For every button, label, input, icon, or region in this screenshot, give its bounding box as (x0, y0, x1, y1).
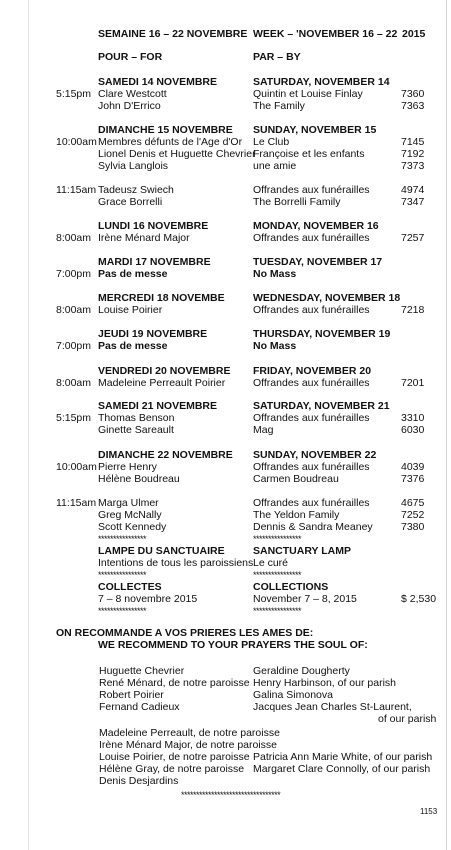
offered-by-en: Le Club (253, 136, 290, 148)
schedule-entry-row (0, 196, 451, 208)
schedule-day-row (0, 268, 451, 280)
deceased-name: Denis Desjardins (99, 775, 179, 787)
reference-number: 7252 (401, 509, 425, 521)
offered-by-en: Dennis & Sandra Meaney (253, 521, 373, 533)
reference-number: 4675 (401, 497, 425, 509)
intention-fr: **************** (98, 534, 147, 544)
intention-fr: Intentions de tous les paroissiens (98, 557, 254, 569)
intention-fr: DIMANCHE 22 NOVEMBRE (98, 449, 233, 461)
schedule-entry-row (0, 88, 451, 100)
reference-number: 7192 (401, 148, 425, 160)
reference-number: $ 2,530 (401, 593, 437, 605)
separator-stars-row (0, 605, 451, 617)
intention-fr: Sylvia Langlois (98, 160, 169, 172)
pour-for-label: POUR – FOR (98, 51, 163, 63)
offered-by-en: SATURDAY, NOVEMBER 21 (253, 400, 390, 412)
deceased-name: Huguette Chevrier (99, 665, 185, 677)
offered-by-en: Offrandes aux funérailles (253, 497, 370, 509)
intention-fr: Pierre Henry (98, 461, 157, 473)
offered-by-en: The Borrelli Family (253, 196, 341, 208)
intention-fr: **************** (98, 606, 147, 616)
page-number: 1153 (420, 807, 438, 816)
schedule-day-row (0, 220, 451, 232)
intention-fr: Thomas Benson (98, 412, 175, 424)
prayers-heading-fr: ON RECOMMANDE A VOS PRIERES LES AMES DE: (56, 627, 314, 639)
offered-by-en: SUNDAY, NOVEMBER 22 (253, 449, 377, 461)
offered-by-en: Offrandes aux funérailles (253, 461, 370, 473)
schedule-day-row (0, 545, 451, 557)
offered-by-en: TUESDAY, NOVEMBER 17 (253, 256, 383, 268)
intention-fr: **************** (98, 570, 147, 580)
schedule-entry-row (0, 160, 451, 172)
offered-by-en: SUNDAY, NOVEMBER 15 (253, 124, 377, 136)
offered-by-en: The Family (253, 100, 305, 112)
schedule-day-row (0, 449, 451, 461)
offered-by-en: Offrandes aux funérailles (253, 304, 370, 316)
intention-fr: Lionel Denis et Huguette Chevrier (98, 148, 256, 160)
offered-by-en: une amie (253, 160, 297, 172)
intention-fr: Clare Westcott (98, 88, 167, 100)
closing-stars: ********************************* (181, 790, 281, 800)
reference-number: 6030 (401, 424, 425, 436)
separator-stars-row (0, 533, 451, 545)
intention-fr: Grace Borrelli (98, 196, 163, 208)
reference-number: 7380 (401, 521, 425, 533)
mass-time: 7:00pm (56, 340, 92, 352)
reference-number: 4974 (401, 184, 425, 196)
schedule-entry-row (0, 232, 451, 244)
par-by-label: PAR – BY (253, 51, 301, 63)
reference-number: 7373 (401, 160, 425, 172)
week-header-row (0, 28, 451, 40)
deceased-name: Louise Poirier, de notre paroisse (99, 751, 250, 763)
intention-fr: Louise Poirier (98, 304, 163, 316)
intention-fr: SAMEDI 21 NOVEMBRE (98, 400, 218, 412)
deceased-name: Galina Simonova (253, 689, 333, 701)
schedule-day-row (0, 328, 451, 340)
offered-by-en: **************** (253, 534, 302, 544)
mass-time: 8:00am (56, 377, 92, 389)
prayers-heading-en: WE RECOMMEND TO YOUR PRAYERS THE SOUL OF: (98, 639, 368, 651)
offered-by-en: THURSDAY, NOVEMBER 19 (253, 328, 391, 340)
intention-fr: Marga Ulmer (98, 497, 159, 509)
offered-by-en: Le curé (253, 557, 289, 569)
mass-time: 10:00am (56, 461, 97, 473)
intention-fr: Irène Ménard Major (98, 232, 190, 244)
schedule-entry-row (0, 184, 451, 196)
deceased-name: Hélène Gray, de notre paroisse (99, 763, 245, 775)
deceased-name: Patricia Ann Marie White, of our parish (253, 751, 433, 763)
deceased-name: Irène Ménard Major, de notre paroisse (99, 739, 278, 751)
intention-fr: JEUDI 19 NOVEMBRE (98, 328, 208, 340)
schedule-day-row (0, 292, 451, 304)
intention-fr: MARDI 17 NOVEMBRE (98, 256, 211, 268)
schedule-day-row (0, 400, 451, 412)
offered-by-en: COLLECTIONS (253, 581, 329, 593)
offered-by-en: **************** (253, 606, 302, 616)
offered-by-en: No Mass (253, 268, 297, 280)
schedule-entry-row (0, 136, 451, 148)
schedule-entry-row (0, 557, 451, 569)
intention-fr: SAMEDI 14 NOVEMBRE (98, 76, 218, 88)
intention-fr: Greg McNally (98, 509, 162, 521)
mass-time: 10:00am (56, 136, 97, 148)
schedule-entry-row (0, 148, 451, 160)
deceased-name: Henry Harbinson, of our parish (253, 677, 396, 689)
schedule-entry-row (0, 521, 451, 533)
schedule-day-row (0, 581, 451, 593)
deceased-name: Fernand Cadieux (99, 701, 180, 713)
reference-number: 7218 (401, 304, 425, 316)
mass-time: 5:15pm (56, 88, 92, 100)
mass-time: 8:00am (56, 232, 92, 244)
intention-fr: LUNDI 16 NOVEMBRE (98, 220, 209, 232)
offered-by-en: Offrandes aux funérailles (253, 412, 370, 424)
mass-time: 7:00pm (56, 268, 92, 280)
offered-by-en: Mag (253, 424, 274, 436)
reference-number: 7376 (401, 473, 425, 485)
schedule-entry-row (0, 424, 451, 436)
schedule-entry-row (0, 304, 451, 316)
offered-by-en: Carmen Boudreau (253, 473, 339, 485)
schedule-day-row (0, 256, 451, 268)
week-header-en: WEEK – 'NOVEMBER 16 – 22 (253, 28, 398, 40)
deceased-name: Robert Poirier (99, 689, 164, 701)
schedule-entry-row (0, 100, 451, 112)
intention-fr: John D'Errico (98, 100, 161, 112)
reference-number: 7257 (401, 232, 425, 244)
deceased-name: Margaret Clare Connolly, of our parish (253, 763, 431, 775)
offered-by-en: FRIDAY, NOVEMBER 20 (253, 365, 372, 377)
intention-fr: Pas de messe (98, 268, 168, 280)
intention-fr: LAMPE DU SANCTUAIRE (98, 545, 225, 557)
offered-by-en: Offrandes aux funérailles (253, 232, 370, 244)
intention-fr: DIMANCHE 15 NOVEMBRE (98, 124, 233, 136)
intention-fr: Tadeusz Swiech (98, 184, 174, 196)
offered-by-en: Quintin et Louise Finlay (253, 88, 363, 100)
week-header-fr: SEMAINE 16 – 22 NOVEMBRE (98, 28, 248, 40)
schedule-day-row (0, 76, 451, 88)
deceased-name-continuation: of our parish (378, 713, 437, 725)
reference-number: 7363 (401, 100, 425, 112)
offered-by-en: No Mass (253, 340, 297, 352)
intention-fr: Membres défunts de l'Age d'Or (98, 136, 243, 148)
intention-fr: MERCREDI 18 NOVEMBE (98, 292, 225, 304)
intention-fr: Hélène Boudreau (98, 473, 180, 485)
intention-fr: Madeleine Perreault Poirier (98, 377, 226, 389)
schedule-entry-row (0, 473, 451, 485)
schedule-entry-row (0, 377, 451, 389)
offered-by-en: SATURDAY, NOVEMBER 14 (253, 76, 390, 88)
schedule-entry-row (0, 497, 451, 509)
intention-fr: Ginette Sareault (98, 424, 174, 436)
offered-by-en: Offrandes aux funérailles (253, 377, 370, 389)
offered-by-en: November 7 – 8, 2015 (253, 593, 357, 605)
schedule-day-row (0, 124, 451, 136)
offered-by-en: WEDNESDAY, NOVEMBER 18 (253, 292, 401, 304)
reference-number: 7145 (401, 136, 425, 148)
offered-by-en: **************** (253, 570, 302, 580)
intention-fr: VENDREDI 20 NOVEMBRE (98, 365, 231, 377)
reference-number: 7347 (401, 196, 425, 208)
schedule-entry-row (0, 412, 451, 424)
schedule-entry-row (0, 461, 451, 473)
offered-by-en: SANCTUARY LAMP (253, 545, 352, 557)
offered-by-en: MONDAY, NOVEMBER 16 (253, 220, 379, 232)
reference-number: 7201 (401, 377, 425, 389)
intention-fr: COLLECTES (98, 581, 162, 593)
reference-number: 4039 (401, 461, 425, 473)
offered-by-en: Offrandes aux funérailles (253, 184, 370, 196)
mass-time: 11:15am (56, 497, 97, 509)
columns-header-row (0, 51, 451, 63)
separator-stars-row (0, 569, 451, 581)
schedule-entry-row (0, 509, 451, 521)
intention-fr: 7 – 8 novembre 2015 (98, 593, 198, 605)
schedule-entry-row (0, 593, 451, 605)
reference-number: 3310 (401, 412, 425, 424)
deceased-name: Jacques Jean Charles St-Laurent, (253, 701, 412, 713)
mass-time: 5:15pm (56, 412, 92, 424)
year-label: 2015 (402, 28, 426, 40)
offered-by-en: Françoise et les enfants (253, 148, 365, 160)
offered-by-en: The Yeldon Family (253, 509, 340, 521)
deceased-name: René Ménard, de notre paroisse (99, 677, 250, 689)
mass-time: 8:00am (56, 304, 92, 316)
reference-number: 7360 (401, 88, 425, 100)
deceased-name: Madeleine Perreault, de notre paroisse (99, 727, 280, 739)
intention-fr: Pas de messe (98, 340, 168, 352)
deceased-name: Geraldine Dougherty (253, 665, 350, 677)
mass-time: 11:15am (56, 184, 97, 196)
schedule-day-row (0, 365, 451, 377)
intention-fr: Scott Kennedy (98, 521, 167, 533)
schedule-day-row (0, 340, 451, 352)
